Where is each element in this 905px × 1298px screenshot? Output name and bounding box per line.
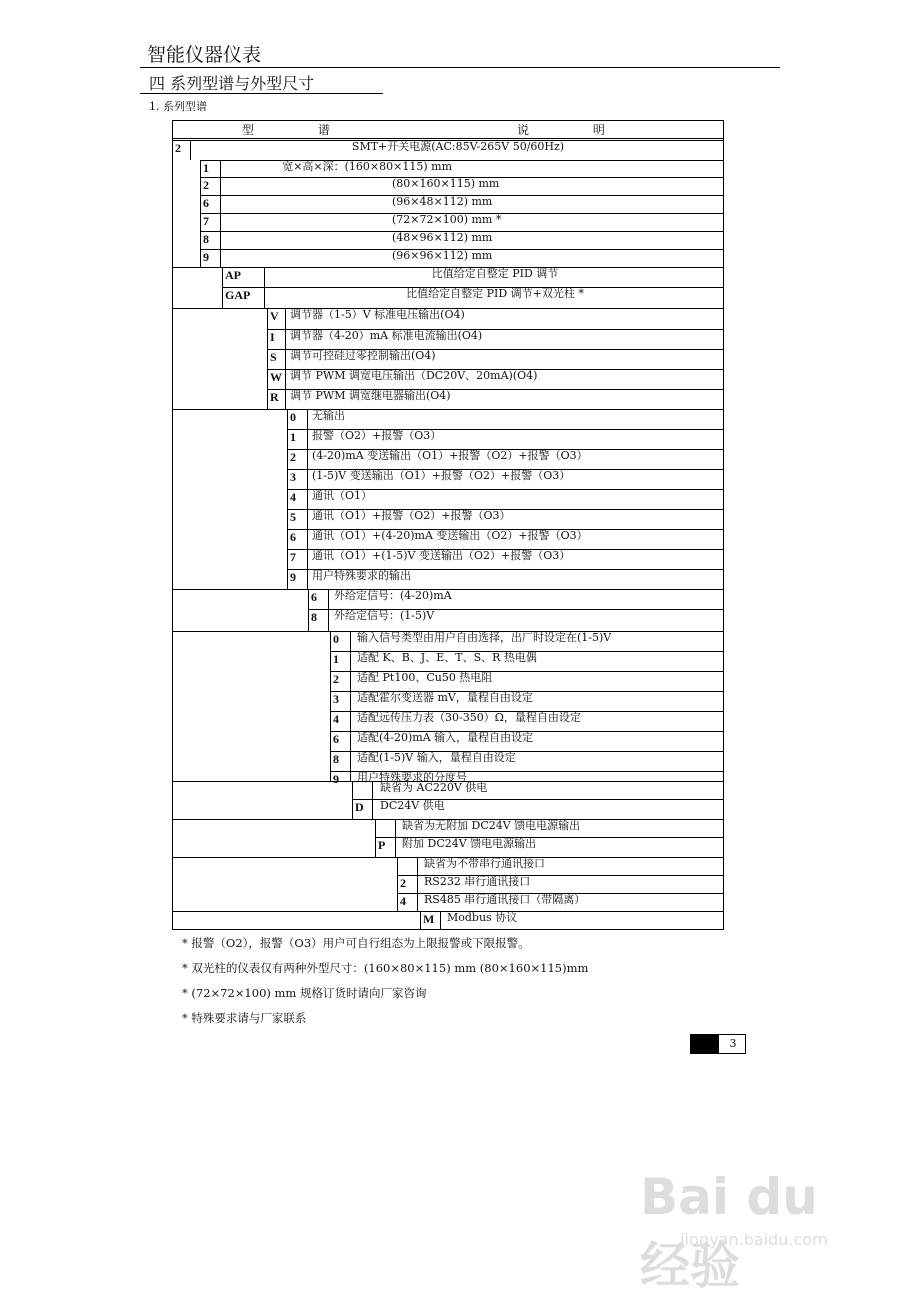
model-code: P	[378, 838, 386, 852]
model-code: 4	[333, 712, 339, 726]
model-description: 调节器（4-20）mA 标准电流输出(O4)	[290, 329, 483, 342]
subsection-title: 1. 系列型谱	[149, 100, 207, 113]
model-description: (80×160×115) mm	[392, 177, 500, 190]
model-code: 3	[333, 692, 339, 706]
code-column-border	[287, 429, 288, 449]
code-column-border	[200, 213, 201, 231]
model-code: 1	[333, 652, 339, 666]
model-code: GAP	[225, 288, 251, 302]
model-code: D	[355, 800, 364, 814]
model-code: 4	[400, 894, 406, 908]
code-column-border	[287, 409, 288, 429]
code-column-border	[352, 799, 353, 819]
model-code: 7	[203, 214, 209, 228]
model-code: 2	[203, 178, 209, 192]
code-column-border	[200, 249, 201, 267]
model-description: SMT+开关电源(AC:85V-265V 50/60Hz)	[351, 140, 565, 153]
model-description: (72×72×100) mm *	[392, 213, 502, 226]
model-code: 7	[290, 550, 296, 564]
code-column-border	[222, 287, 223, 308]
model-description: 外给定信号：(1-5)V	[334, 609, 435, 622]
section-rule	[140, 93, 383, 94]
baidu-watermark	[640, 1140, 870, 1295]
group-divider	[172, 409, 724, 410]
model-description: 用户特殊要求的输出	[312, 569, 411, 582]
model-code: 0	[333, 632, 339, 646]
model-code: 8	[333, 752, 339, 766]
code-column-border	[287, 469, 288, 489]
code-column-border	[287, 569, 288, 589]
model-code: 2	[175, 141, 181, 155]
model-code: 2	[333, 672, 339, 686]
model-code: 4	[290, 490, 296, 504]
code-column-border	[308, 589, 309, 609]
code-column-border	[330, 651, 331, 671]
model-description: 适配 Pt100、Cu50 热电阻	[357, 671, 493, 684]
model-code: I	[270, 330, 275, 344]
model-description: 适配霍尔变送器 mV，量程自由设定	[357, 691, 533, 704]
code-column-border	[330, 711, 331, 731]
code-column-border	[375, 819, 376, 837]
group-divider	[172, 857, 724, 858]
model-description: 通讯（O1）+(1-5)V 变送输出（O2）+报警（O3）	[312, 549, 571, 562]
model-description: 用户特殊要求的分度号	[357, 771, 467, 784]
model-description: 调节可控硅过零控制输出(O4)	[290, 349, 436, 362]
code-column-border	[330, 671, 331, 691]
model-code: S	[270, 350, 277, 364]
code-column-border	[308, 609, 309, 631]
group-divider	[172, 631, 724, 632]
model-code: W	[270, 370, 282, 384]
model-code: 3	[290, 470, 296, 484]
code-column-border	[267, 349, 268, 369]
page-number: 3	[729, 1037, 737, 1050]
model-description: 无输出	[312, 409, 345, 422]
model-description: (96×48×112) mm	[392, 195, 493, 208]
watermark-url: jingyan.baidu.com	[680, 1230, 828, 1249]
model-description: Modbus 协议	[447, 911, 518, 924]
footnote-bargraph: * 双光柱的仪表仅有两种外型尺寸：(160×80×115) mm (80×160×115)mm	[182, 961, 589, 975]
code-column-border	[267, 308, 268, 329]
code-column-border	[330, 751, 331, 771]
model-description: 比值给定自整定 PID 调节+双光柱 *	[406, 287, 584, 300]
model-code: R	[270, 390, 279, 404]
model-description: 附加 DC24V 馈电电源输出	[402, 837, 537, 850]
code-column-border	[397, 893, 398, 911]
code-column-border	[287, 509, 288, 529]
group-divider	[172, 819, 724, 820]
page-number-box	[690, 1034, 746, 1054]
code-column-border	[330, 631, 331, 651]
code-column-border	[200, 177, 201, 195]
code-column-border	[352, 781, 353, 799]
code-column-border	[287, 549, 288, 569]
model-code: 9	[203, 250, 209, 264]
model-code: 1	[203, 161, 209, 175]
code-column-border	[287, 489, 288, 509]
model-description: (48×96×112) mm	[392, 231, 493, 244]
model-code: 6	[311, 590, 317, 604]
model-code: 9	[333, 772, 339, 786]
code-column-border	[420, 911, 421, 930]
page-marker-block	[691, 1035, 719, 1053]
model-code: 2	[400, 876, 406, 890]
group-divider	[172, 308, 724, 309]
model-code: AP	[225, 268, 241, 282]
code-column-border	[287, 449, 288, 469]
model-description: 外给定信号：(4-20)mA	[334, 589, 452, 602]
group-divider	[172, 267, 724, 268]
group-divider	[172, 911, 724, 912]
model-description: 适配远传压力表（30-350）Ω，量程自由设定	[357, 711, 581, 724]
code-column-border	[267, 369, 268, 389]
footnote-size: * (72×72×100) mm 规格订货时请向厂家咨询	[182, 986, 427, 1000]
model-description: 报警（O2）+报警（O3）	[312, 429, 442, 442]
group-divider	[172, 781, 724, 782]
model-description: (4-20)mA 变送输出（O1）+报警（O2）+报警（O3）	[312, 449, 588, 462]
model-description: 适配(4-20)mA 输入，量程自由设定	[357, 731, 534, 744]
model-code: 0	[290, 410, 296, 424]
footnote-special: * 特殊要求请与厂家联系	[182, 1011, 307, 1025]
model-description: 通讯（O1）	[312, 489, 373, 502]
model-description: 通讯（O1）+(4-20)mA 变送输出（O2）+报警（O3）	[312, 529, 588, 542]
code-column-border	[267, 389, 268, 409]
model-code: 2	[290, 450, 296, 464]
code-column-border	[200, 195, 201, 213]
code-column-border	[397, 875, 398, 893]
header-desc-label: 说 明	[517, 123, 635, 137]
code-column-border	[267, 329, 268, 349]
model-code: V	[270, 309, 279, 323]
model-code: 8	[203, 232, 209, 246]
model-description: RS232 串行通讯接口	[424, 875, 531, 888]
code-column-border	[200, 231, 201, 249]
code-column-border	[397, 857, 398, 875]
section-title: 四 系列型谱与外型尺寸	[149, 74, 315, 93]
model-description: 缺省为无附加 DC24V 馈电电源输出	[402, 819, 581, 832]
model-code: 1	[290, 430, 296, 444]
model-description: 输入信号类型由用户自由选择，出厂时设定在(1-5)V	[357, 631, 612, 644]
model-code: 9	[290, 570, 296, 584]
model-description: 缺省为 AC220V 供电	[380, 781, 488, 794]
header-rule	[140, 67, 780, 68]
document-header-title: 智能仪器仪表	[147, 44, 262, 66]
watermark-brand: Bai du 经验	[640, 1168, 818, 1295]
header-model-label: 型 谱	[242, 123, 360, 137]
code-column-border	[330, 731, 331, 751]
code-column-border	[200, 160, 201, 177]
model-description: 适配 K、B、J、E、T、S、R 热电偶	[357, 651, 537, 664]
code-column-border	[375, 837, 376, 857]
model-description: (1-5)V 变送输出（O1）+报警（O2）+报警（O3）	[312, 469, 571, 482]
model-description: DC24V 供电	[380, 799, 445, 812]
model-code: 6	[203, 196, 209, 210]
model-description: 适配(1-5)V 输入，量程自由设定	[357, 751, 516, 764]
footnote-alarm: * 报警（O2），报警（O3）用户可自行组态为上限报警或下限报警。	[182, 936, 530, 950]
model-code: 5	[290, 510, 296, 524]
code-column-border	[330, 771, 331, 781]
model-description: 调节器（1-5）V 标准电压输出(O4)	[290, 308, 465, 321]
model-code: 6	[333, 732, 339, 746]
model-code: 6	[290, 530, 296, 544]
model-description: RS485 串行通讯接口（带隔离）	[424, 893, 586, 906]
code-column-border	[222, 267, 223, 287]
model-code: M	[423, 912, 435, 926]
model-description: 通讯（O1）+报警（O2）+报警（O3）	[312, 509, 511, 522]
model-description: 调节 PWM 调宽继电器输出(O4)	[290, 389, 451, 402]
group-divider	[172, 589, 724, 590]
model-description: 宽×高×深：(160×80×115) mm	[282, 160, 452, 173]
code-column-border	[287, 529, 288, 549]
model-code: 8	[311, 610, 317, 624]
code-column-border	[330, 691, 331, 711]
model-spectrum-table	[172, 120, 724, 930]
model-description: 缺省为不带串行通讯接口	[424, 857, 545, 870]
model-description: 调节 PWM 调宽电压输出（DC20V、20mA)(O4)	[290, 369, 538, 382]
model-description: 比值给定自整定 PID 调节	[431, 267, 559, 280]
model-description: (96×96×112) mm	[392, 249, 493, 262]
